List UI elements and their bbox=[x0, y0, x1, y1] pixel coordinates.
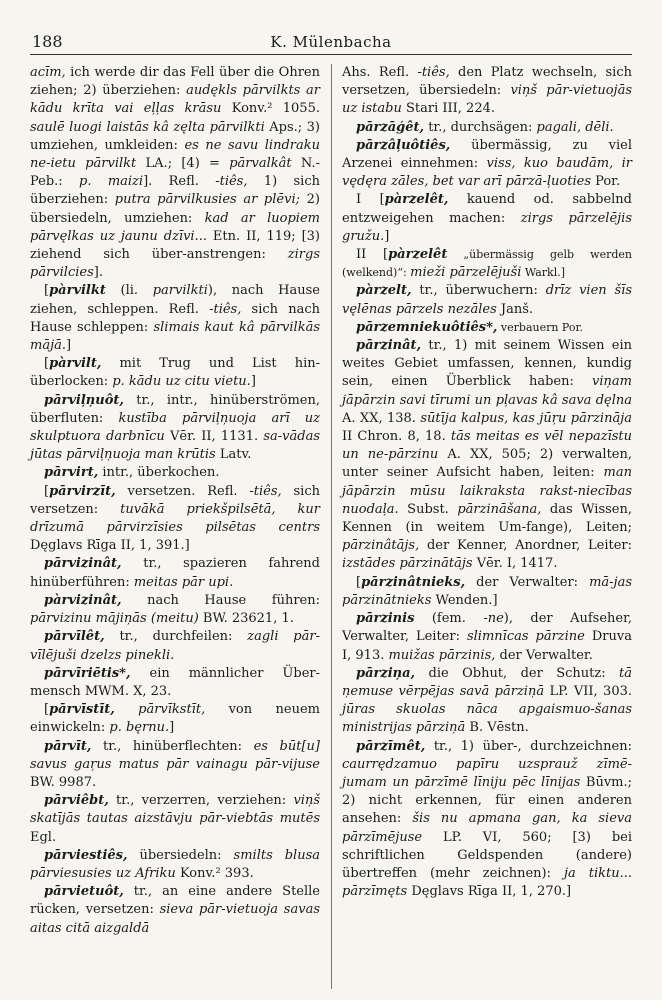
entry-headword: pārzāģêt, bbox=[356, 119, 425, 135]
entry-text: Por. bbox=[591, 174, 621, 190]
entry-headword: pārzīmêt, bbox=[356, 738, 426, 754]
entry-text: tr., 1) über-, durchzeichnen: bbox=[425, 738, 632, 754]
entry-text: slimais kaut kâ pārvilkās mājā. bbox=[30, 319, 321, 354]
entry-text: der Verwalter: bbox=[465, 574, 590, 590]
entry-text: pārzināšana, bbox=[457, 501, 542, 517]
entry-text: pārvizinu mājiņās (meitu) bbox=[30, 611, 199, 627]
entry-text: man jāpārzin mūsu laikraksta rakst-niecības nuodaļa. bbox=[342, 465, 632, 517]
entry-text: pārvīkstīt, bbox=[138, 702, 206, 718]
entry-text: [ bbox=[44, 356, 50, 372]
entry-text: p. maizi bbox=[79, 174, 144, 190]
entry-text: viņam jāpārzin savi tīrumi un pļavas kâ sava dęlna bbox=[342, 374, 632, 408]
entry-text: 1) sich überziehen: bbox=[30, 174, 320, 208]
entry-headword: pàrvilt, bbox=[49, 356, 102, 372]
entry-text: p. bęrnu. bbox=[109, 720, 170, 736]
entry-text: tr., 1) mit seinem Wissen ein weites Gebiet umfassen, kennen, kundig sein, einen Überblick haben: bbox=[342, 338, 632, 390]
entry-text: Vēr. II, 1131. bbox=[164, 429, 264, 445]
dictionary-entry bbox=[342, 574, 632, 610]
entry-text: smilts blusa pārviesusies uz Afriku bbox=[30, 847, 320, 881]
entry-text: pārzinâtājs, bbox=[342, 538, 420, 554]
entry-text: der Kenner, Anordner, Leiter: bbox=[419, 538, 632, 554]
entry-text: mā-jas pārzinātnieks bbox=[342, 574, 632, 608]
entry-text: Etn. II, 119; [3) ziehend sich über-anstrengen: bbox=[30, 228, 321, 263]
entry-text: es ne savu lindraku ne-ietu pārvilkt bbox=[30, 137, 320, 172]
entry-text: tā ņemuse vērpējas savā pārziņā bbox=[342, 665, 632, 699]
entry-headword: pārvietuôt, bbox=[44, 884, 124, 900]
entry-headword: pārviêbt, bbox=[44, 793, 109, 809]
entry-text: den Platz wechseln, sich versetzen, übersiedeln: bbox=[342, 65, 632, 99]
entry-text: tuvākā priekšpilsētā, kur drīzumā pārvirzīsies pilsētas centrs bbox=[30, 501, 320, 536]
entry-headword: pārzinis bbox=[356, 611, 415, 627]
entry-text: 2) übersiedeln, umziehen: bbox=[30, 192, 320, 226]
entry-text: ich werde dir das Fell über die Ohren ziehen; 2) überziehen: bbox=[30, 65, 320, 99]
entry-text: tr., durchfeilen: bbox=[104, 629, 248, 645]
entry-text: -ne bbox=[483, 611, 504, 627]
entry-text: meitas pār upi. bbox=[133, 574, 234, 590]
entry-text: Egl. bbox=[30, 829, 57, 845]
entry-text: II Chron. 8, 18. bbox=[342, 429, 451, 445]
entry-text: Warkl.] bbox=[521, 266, 566, 280]
entry-headword: pārvizinât, bbox=[44, 556, 122, 572]
dictionary-entry bbox=[342, 319, 632, 337]
dictionary-entry bbox=[342, 137, 632, 192]
entry-text: zagli pār-vīlējuši dzelzs pinekli. bbox=[30, 629, 320, 663]
entry-text: A. XX, 138. bbox=[342, 410, 421, 426]
entry-text: LP. VI, 560; [3) bei schriftlichen Geldspenden (andere) übertreffen (mehr zeichnen): bbox=[342, 829, 632, 881]
dictionary-entry bbox=[342, 282, 632, 318]
entry-headword: pàrzelêt, bbox=[384, 192, 449, 208]
entry-text: Dęglavs Rīga II, 1, 270.] bbox=[407, 884, 572, 900]
left-column bbox=[30, 64, 320, 938]
entry-text: muižas pārzinis, bbox=[388, 647, 496, 663]
entry-text: tr., an eine andere Stelle rücken, versetzen: bbox=[30, 884, 320, 918]
entry-text: -tiês, bbox=[209, 301, 242, 317]
dictionary-entry bbox=[30, 701, 320, 737]
entry-text: -tiês, bbox=[249, 483, 282, 499]
entry-text: kauend od. sabbelnd entzweigehen machen: bbox=[342, 192, 632, 226]
entry-text: ), nach Hause ziehen, schleppen. Refl. bbox=[30, 283, 320, 317]
dictionary-entry bbox=[30, 355, 320, 391]
dictionary-entry bbox=[342, 119, 632, 137]
entry-text: viņš pār-vietuojās uz istabu bbox=[342, 83, 633, 117]
columns bbox=[30, 64, 632, 989]
entry-headword: pàrvizinât, bbox=[44, 592, 122, 608]
entry-headword: pārzemniekuôtiês*, bbox=[356, 319, 498, 335]
entry-text: saulē luogi laistās kâ zęlta pārvilkti bbox=[30, 119, 265, 135]
entry-text: zirgs pārvilcies bbox=[30, 247, 320, 281]
entry-text: BW. 23621, 1. bbox=[198, 611, 294, 627]
entry-text: Druva I, 913. bbox=[342, 629, 632, 663]
entry-text: LA.; [4) = bbox=[136, 156, 230, 172]
running-title: K. Mülenbacha bbox=[270, 33, 392, 51]
entry-text: mit Trug und List hin-überlocken: bbox=[30, 356, 320, 390]
entry-text: tr., hinüberflechten: bbox=[91, 738, 254, 754]
entry-text: kad ar luopiem pārvęlkas uz jaunu dzīvi... bbox=[30, 210, 320, 244]
entry-text: A. XX, 505; 2) verwalten, unter seiner Aufsicht haben, leiten: bbox=[342, 447, 633, 481]
entry-text: es būt[u] savus gaŗus matus pār vainagu pār-vijuse bbox=[30, 738, 320, 772]
dictionary-entry bbox=[30, 555, 320, 591]
entry-text: ] bbox=[384, 228, 390, 244]
entry-text: acīm, bbox=[30, 65, 66, 80]
entry-text: audękls pārvilkts ar kādu krīta vai eļļas krāsu bbox=[30, 83, 320, 117]
entry-headword: pārvirt, bbox=[44, 465, 99, 481]
entry-text: übermässig, zu viel Arzenei einnehmen: bbox=[342, 137, 632, 172]
entry-text: -tiês, bbox=[417, 65, 450, 80]
entry-text: izstādes pārzinātājs bbox=[342, 556, 473, 572]
right-column bbox=[342, 64, 632, 901]
entry-text bbox=[115, 702, 138, 717]
entry-text: putra pārvilkusies ar plēvi; bbox=[114, 192, 300, 208]
entry-text: Dęglavs Rīga II, 1, 391.] bbox=[30, 538, 190, 554]
entry-headword: pārvīstīt, bbox=[49, 702, 115, 718]
entry-text: B. Vēstn. bbox=[465, 720, 529, 736]
entry-text: sa-vādas jūtas pārviļņuoja man krūtis bbox=[30, 429, 320, 463]
entry-text: viņš skatījās tautas aizstāvju pār-viebtās mutēs bbox=[30, 793, 320, 827]
entry-text: N.-Peb.: bbox=[30, 156, 320, 190]
entry-headword: pārzinât, bbox=[356, 338, 422, 354]
entry-text: ]. Refl. bbox=[143, 174, 216, 190]
entry-headword: pārziņa, bbox=[356, 665, 416, 681]
entry-text: ein männlicher Über-mensch MWM. X, 23. bbox=[30, 665, 320, 699]
entry-text: Konv.² 393. bbox=[175, 865, 254, 881]
dictionary-entry bbox=[30, 883, 320, 938]
entry-headword: pàrzelt, bbox=[356, 283, 412, 299]
entry-text: übersiedeln: bbox=[127, 847, 234, 863]
entry-text: kustība pārviļņuoja arī uz skulptuora darbnīcu bbox=[30, 410, 320, 445]
entry-text: mieži pārzelējuši bbox=[410, 265, 522, 281]
dictionary-entry bbox=[30, 392, 320, 465]
entry-text: p. kādu uz citu vietu. bbox=[112, 374, 251, 390]
entry-text: sieva pār-vietuoja savas aitas citā aizgaldā bbox=[30, 902, 320, 936]
entry-text: die Obhut, der Schutz: bbox=[415, 665, 620, 681]
dictionary-entry bbox=[30, 483, 320, 556]
dictionary-entry bbox=[30, 665, 320, 701]
dictionary-entry bbox=[30, 464, 320, 482]
entry-text: Latv. bbox=[215, 447, 252, 463]
entry-text: [ bbox=[44, 283, 50, 299]
entry-text: [ bbox=[44, 702, 50, 718]
entry-text: sich nach Hause schleppen: bbox=[30, 301, 320, 335]
dictionary-entry bbox=[342, 665, 632, 738]
page-number: 188 bbox=[32, 32, 63, 51]
entry-text: tr., spazieren fahrend hinüberführen: bbox=[30, 556, 320, 590]
entry-text: Konv.² 1055. bbox=[221, 101, 320, 117]
entry-text: [ bbox=[356, 574, 362, 590]
entry-headword: pārvīriētis*, bbox=[44, 665, 131, 681]
entry-text: versetzen. Refl. bbox=[115, 483, 250, 499]
entry-text: pārvalkât bbox=[229, 156, 292, 172]
entry-text: verbauern Por. bbox=[497, 320, 584, 334]
column-divider bbox=[331, 64, 332, 989]
entry-headword: pārzinâtnieks, bbox=[361, 574, 466, 590]
entry-text: -tiês, bbox=[215, 174, 248, 190]
entry-text: drīz vien šīs vęlēnas pārzels nezāles bbox=[342, 283, 632, 317]
entry-text: Aps.; 3) umziehen, umkleiden: bbox=[30, 119, 320, 153]
entry-text: II [ bbox=[356, 247, 389, 263]
entry-headword: pàrzelêt bbox=[388, 247, 448, 263]
dictionary-entry bbox=[30, 792, 320, 847]
entry-text: „übermässig gelb werden (welkend)“: bbox=[342, 248, 632, 280]
entry-text: LP. VII, 303. bbox=[544, 683, 633, 699]
entry-text: der Verwalter. bbox=[495, 647, 593, 663]
entry-text: šis nu apmana gan, ka sieva pārzīmējuse bbox=[342, 811, 632, 845]
entry-text: intr., überkochen. bbox=[98, 465, 220, 481]
dictionary-entry bbox=[30, 738, 320, 793]
entry-text: viss, kuo baudām, ir vędęra zāles, bet var arī pārzā-ļuoties bbox=[342, 156, 632, 190]
entry-text: slimnīcas pārzine bbox=[466, 629, 585, 645]
entry-headword: pārviļņuôt, bbox=[44, 392, 124, 408]
dictionary-entry bbox=[342, 337, 632, 574]
entry-text: [ bbox=[44, 483, 50, 499]
page-header bbox=[30, 30, 632, 55]
entry-headword: pārvīlêt, bbox=[44, 629, 105, 645]
entry-text: ]. bbox=[93, 265, 103, 281]
entry-text: ] bbox=[250, 374, 256, 390]
entry-text: tr., verzerren, verziehen: bbox=[108, 793, 294, 809]
dictionary-entry bbox=[342, 191, 632, 246]
entry-text: (fem. bbox=[414, 611, 484, 627]
entry-text: ] bbox=[66, 338, 72, 354]
entry-headword: pārvīt, bbox=[44, 738, 92, 754]
dictionary-entry bbox=[342, 64, 632, 119]
entry-text: ] bbox=[169, 720, 175, 736]
entry-text: Ahs. Refl. bbox=[342, 65, 418, 80]
entry-text: I [ bbox=[356, 192, 385, 208]
entry-text: Wenden.] bbox=[431, 592, 498, 608]
entry-text: ), der Aufseher, Verwalter, Leiter: bbox=[342, 611, 632, 645]
dictionary-entry bbox=[30, 628, 320, 664]
entry-headword: pārvirzīt, bbox=[49, 483, 116, 499]
entry-text: nach Hause führen: bbox=[121, 592, 320, 608]
dictionary-entry bbox=[342, 246, 632, 282]
entry-text: sich versetzen: bbox=[30, 483, 320, 517]
entry-headword: pārviestiês, bbox=[44, 847, 128, 863]
entry-text: caurrędzamuo papīru uzsprauž zīmē-jumam un pārzīmē līniju pēc līnijas bbox=[342, 756, 632, 790]
entry-text: jūras skuolas nāca apgaismuo-šanas ministrijas pārziņā bbox=[342, 702, 632, 736]
entry-headword: pàrvilkt bbox=[49, 283, 106, 299]
entry-text: Janš. bbox=[496, 301, 534, 317]
dictionary-entry bbox=[342, 610, 632, 665]
entry-text: BW. 9987. bbox=[30, 774, 97, 790]
entry-text: von neuem einwickeln: bbox=[30, 702, 320, 736]
entry-text: tās meitas es vēl nepazīstu un ne-pārzinu bbox=[342, 429, 632, 463]
entry-text: tr., intr., hinüberströmen, überfluten: bbox=[30, 392, 320, 426]
entry-text: tr., durchsägen: bbox=[424, 119, 537, 135]
entry-headword: pārzâļuôtiês, bbox=[356, 137, 451, 153]
entry-text: Subst. bbox=[398, 501, 458, 517]
entry-text: pagali, dēli. bbox=[536, 119, 614, 135]
entry-text: sūtīja kalpus, kas jūŗu pārzināja bbox=[420, 410, 632, 426]
dictionary-entry bbox=[30, 282, 320, 355]
entry-text: Būvm.; 2) nicht erkennen, für einen anderen ansehen: bbox=[342, 774, 632, 827]
entry-text: parvilkti bbox=[152, 283, 208, 299]
dictionary-entry bbox=[30, 64, 320, 282]
dictionary-entry bbox=[30, 592, 320, 628]
dictionary-entry bbox=[342, 738, 632, 902]
entry-text: das Wissen, Kennen (in weitem Um-fange), Leiten; bbox=[342, 501, 632, 536]
entry-text: Vēr. I, 1417. bbox=[472, 556, 558, 572]
entry-text: zirgs pārzelējis gružu. bbox=[342, 210, 633, 244]
entry-text: Stari III, 224. bbox=[401, 101, 495, 117]
entry-text: tr., überwuchern: bbox=[411, 283, 546, 299]
entry-text: (li. bbox=[105, 283, 153, 299]
entry-text: ja tiktu... pārzīmęts bbox=[342, 865, 633, 900]
dictionary-entry bbox=[30, 847, 320, 883]
